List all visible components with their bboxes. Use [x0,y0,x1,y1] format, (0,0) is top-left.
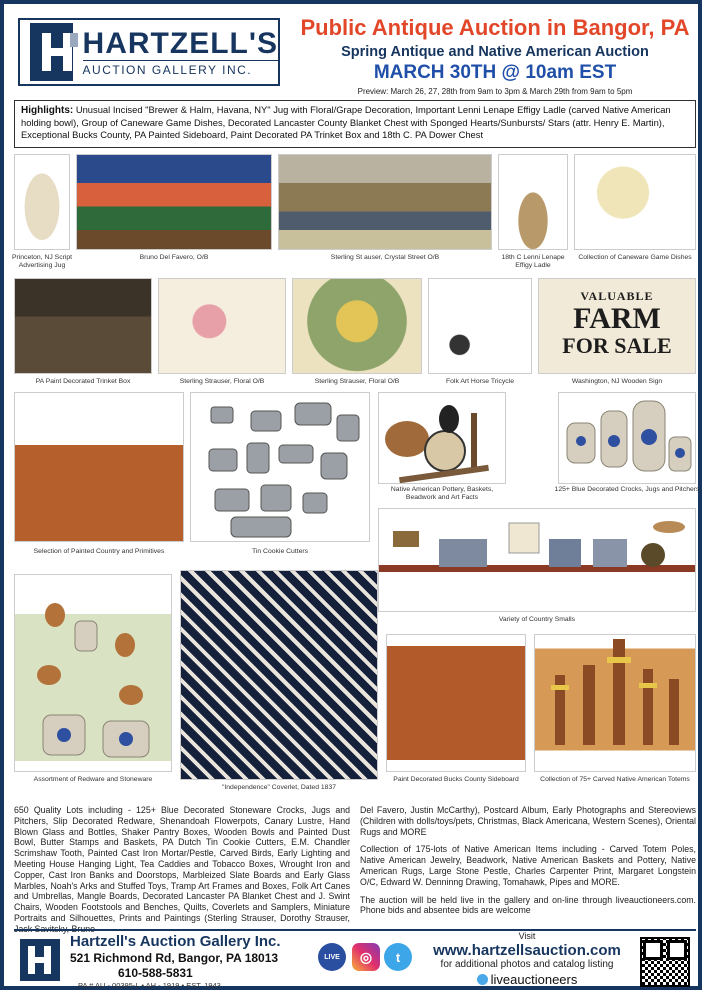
qr-code[interactable] [640,937,690,987]
sign-line-3: FOR SALE [562,333,672,358]
liveauctioneers-icon [477,974,488,985]
crocks-photo [558,392,696,484]
farm-sign-photo [538,278,696,374]
lots-description-cont: Del Favero, Justin McCarthy), Postcard Album, Early Photographs and Stereoviews (Children with dolls/toys/pets, Christmas, Black Americana, Western Scenes), Oriental Rugs and MORE [360,805,696,837]
sideboard-photo [386,634,526,772]
painted-chest-photo [14,392,184,542]
auction-date: MARCH 30TH @ 10am EST [373,62,617,83]
liveauctioneers-label: liveauctioneers [490,972,578,987]
floral-painting-photo [158,278,286,374]
caption-strauser-street: Sterling St auser, Crystal Street O/B [330,254,440,261]
ladle-photo [498,154,568,250]
highlights-box [14,100,696,148]
redware-graphic [15,575,172,772]
liveauctioneers-link[interactable] [418,972,636,987]
lots-description: 650 Quality Lots including - 125+ Blue Decorated Stoneware Crocks, Jugs and Pitchers, Slip Decorated Redware, Shenandoah Flowerpots, Canary Lustre, Hand Blown Glass and Bottles, Shaker Pantry Boxes, Wooden Bowls and Painted Dust Bowl, Butter Stamps and Baskets, PA Dutch Tin Cookie Cutters, E.M. Chandler Scrimshaw Tooth, Painted Cast Iron Mortar/Pestle, Carved Birds, Early Lighting and Meeting House Hanging Light, Tea Caddies and Tobacco Boxes, Wrought Iron and Copper, Cast Iron Banks and Doorstops, Marbleized Slate Boards and Early Glass Marbles, Noah's Arks and Stuffed Toys, Tramp Art Frames and Boxes, Folk Art Canes and Umbrellas, Mangle Boards, Decorated Lancaster PA Blanket Chest and J. Swint Chairs, Wooden Footstools and Benches, Quilts, Coverlets and Samplers, Miniature Portraits and Silhouettes, Prints and Paintings (Sterling Strauser, Dorothy Strauser, Jack Savitsky, Bruno [14,805,350,934]
lots-column-left [14,805,350,935]
native-pottery-photo [378,392,506,484]
website-link[interactable]: www.hartzellsauction.com [433,942,621,959]
highlights-label: Highlights: [21,105,74,116]
bidding-info: The auction will be held live in the gallery and on-line through liveauctioneers.com. Phone bids and absentee bids are welcome [360,894,696,916]
footer-address: 521 Richmond Rd, Bangor, PA 18013 [70,951,279,965]
preview-times: Preview: March 26, 27, 28th from 9am to 3pm & March 29th from 9am to 5pm [357,87,633,96]
caption-painted: Selection of Painted Country and Primitives [33,548,165,555]
footer-license: PA # AU - 00395-L • AH - 1919 • EST. 1943 [78,981,221,990]
lots-column-right [360,805,696,916]
caption-native: Native American Pottery, Baskets, Beadwork and Art Facts [390,486,494,501]
visit-block [418,931,636,987]
redware-stand-photo [14,574,172,772]
page-title: Public Antique Auction in Bangor, PA [300,15,690,40]
logo[interactable] [18,18,280,86]
pottery-graphic [379,393,506,484]
trinket-box-photo [14,278,152,374]
tin-cookie-cutters-photo [190,392,370,542]
caption-smalls: Variety of Country Smalls [498,616,576,623]
caption-delfavero: Bruno Del Favero, O/B [139,254,209,261]
sign-line-2: FARM [573,302,661,335]
caption-jug: Princeton, NJ Script Advertising Jug [11,254,73,269]
header-block [294,14,696,96]
caption-floral: Sterling Strauser, Floral O/B [179,378,265,385]
strauser-floral-photo [292,278,422,374]
native-american-description: Collection of 175-lots of Native American Items including - Carved Totem Poles, Native American Jewelry, Beadwork, Native American Baskets and Pottery, Native American Rugs, Large Stone Pestle, Charles Carpenter Print, Margaret Longstein O/C, Edward W. Denninng Drawing, Tomahawk, Pipes and MORE. [360,844,696,887]
logo-name: HARTZELL'S [82,26,278,60]
logo-mark-icon [30,23,73,81]
caption-trike: Folk Art Horse Tricycle [446,378,514,385]
logo-subtitle: AUCTION GALLERY INC. [83,60,278,77]
caption-trinket: PA Paint Decorated Trinket Box [35,378,131,385]
crocks-graphic [559,393,696,484]
footer-phone[interactable]: 610-588-5831 [118,966,193,980]
country-smalls-photo [378,508,696,612]
totems-graphic [535,635,696,772]
smalls-graphic [379,509,696,612]
caption-tin: Tin Cookie Cutters [251,548,309,555]
visit-label: Visit [518,931,536,941]
footer [14,929,696,990]
caption-caneware: Collection of Caneware Game Dishes [578,254,692,261]
sign-line-1: VALUABLE [580,289,654,303]
caption-sideboard: Paint Decorated Bucks County Sideboard [393,776,519,783]
tin-cutters-graphic [191,393,370,542]
caneware-photo [574,154,696,250]
auction-subtitle: Spring Antique and Native American Auction [341,44,649,60]
coverlet-photo [180,570,378,780]
tricycle-photo [428,278,532,374]
footer-company-name: Hartzell's Auction Gallery Inc. [70,933,281,950]
strauser-street-photo [278,154,492,250]
website-subtext: for additional photos and catalog listing [440,959,614,970]
caption-redware: Assortment of Redware and Stoneware [33,776,153,783]
caption-totems: Collection of 75+ Carved Native American Totems [540,776,690,783]
jug-photo [14,154,70,250]
caption-ladle: 18th C Lenni Lenape Effigy Ladle [501,254,565,269]
highlights-text: Unusual Incised "Brewer & Halm, Havana, NY" Jug with Floral/Grape Decoration, Important Lenni Lenape Effigy Ladle (carved Native American holding bowl), Group of Caneware Game Dishes, Decorated Lancaster County Blanket Chest with Sponged Hearts/Sunbursts/ Stars (attr. Henry E. Martin), Exceptional Bucks County, PA Painted Sideboard, Paint Decorated PA Trinket Box and 18th C. PA Dower Chest [21,104,671,140]
caption-sign: Washington, NJ Wooden Sign [571,378,663,385]
caption-strauser-floral: Sterling Strauser, Floral O/B [314,378,400,385]
footer-logo-icon [20,939,60,981]
instagram-icon[interactable]: ◎ [352,943,380,971]
delfavero-painting-photo [76,154,272,250]
caption-crocks: 125+ Blue Decorated Crocks, Jugs and Pitchers [554,486,700,493]
twitter-icon[interactable]: t [384,943,412,971]
caption-coverlet: "Independence" Coverlet, Dated 1837 [221,784,337,791]
live-icon[interactable]: LIVE [318,943,346,971]
totems-photo [534,634,696,772]
